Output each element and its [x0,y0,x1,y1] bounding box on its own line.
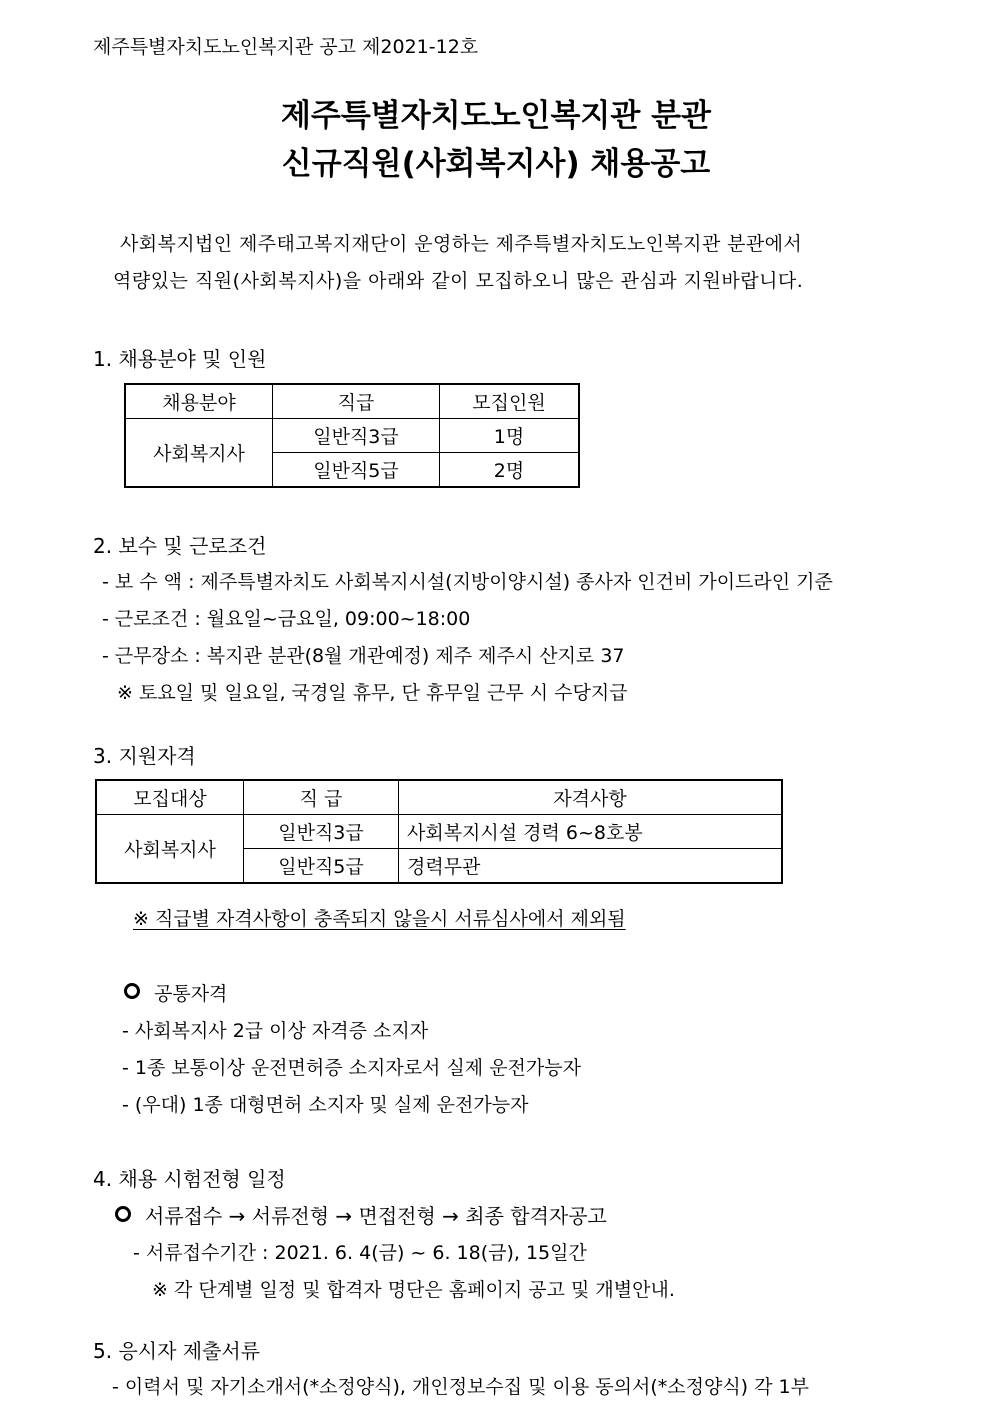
grade-cell: 일반직3급 [273,419,440,453]
schedule-note: ※ 각 단계별 일정 및 합격자 명단은 홈페이지 공고 및 개별안내. [152,1279,675,1301]
qualification-cell: 사회복지시설 경력 6~8호봉 [399,815,783,849]
count-cell: 1명 [440,419,580,453]
table-header-row [125,384,579,419]
table-row [96,815,782,849]
grade-cell: 일반직5급 [273,453,440,488]
qualification-note: ※ 직급별 자격사항이 충족되지 않을시 서류심사에서 제외됨 [133,908,626,930]
qualification-cell: 경력무관 [399,849,783,884]
header-cell: 채용분야 [125,384,273,419]
work-hours-item: - 근로조건 : 월요일~금요일, 09:00~18:00 [102,608,471,630]
header-cell: 자격사항 [399,780,783,815]
documents-item: - 이력서 및 자기소개서(*소정양식), 개인정보수집 및 이용 동의서(*소정양식) 각 1부 [112,1376,809,1398]
header-cell: 모집대상 [96,780,244,815]
section2-heading: 2. 보수 및 근로조건 [93,534,267,558]
circle-bullet-icon [115,1206,131,1222]
process-label: 서류접수 → 서류전형 → 면접전형 → 최종 합격자공고 [145,1204,607,1228]
page-title-line1: 제주특별자치도노인복지관 분관 [280,98,712,134]
common-item: - 1종 보통이상 운전면허증 소지자로서 실제 운전가능자 [122,1057,581,1079]
section3-heading: 3. 지원자격 [93,744,196,768]
salary-item: - 보 수 액 : 제주특별자치도 사회복지시설(지방이양시설) 종사자 인건비 가이드라인 기준 [102,571,833,593]
common-qualification-heading [124,979,227,1006]
circle-bullet-icon [124,983,140,999]
selection-process [115,1200,607,1229]
page-title-line2: 신규직원(사회복지사) 채용공고 [281,146,711,182]
header-cell: 직급 [273,384,440,419]
count-cell: 2명 [440,453,580,488]
section5-heading: 5. 응시자 제출서류 [93,1339,261,1363]
common-heading-label: 공통자격 [154,983,228,1005]
grade-cell: 일반직5급 [244,849,399,884]
common-item: - (우대) 1종 대형면허 소지자 및 실제 운전가능자 [122,1094,529,1116]
table-row [125,419,579,453]
header-cell: 직 급 [244,780,399,815]
header-cell: 모집인원 [440,384,580,419]
notice-number: 제주특별자치도노인복지관 공고 제2021-12호 [93,36,479,58]
intro-line2: 역량있는 직원(사회복지사)을 아래와 같이 모집하오니 많은 관심과 지원바랍니다. [113,270,804,292]
section4-heading: 4. 채용 시험전형 일정 [93,1167,286,1191]
workplace-item: - 근무장소 : 복지관 분관(8월 개관예정) 제주 제주시 산지로 37 [102,645,625,667]
holiday-note: ※ 토요일 및 일요일, 국경일 휴무, 단 휴무일 근무 시 수당지급 [117,682,628,704]
table-header-row [96,780,782,815]
target-cell: 사회복지사 [96,815,244,884]
field-cell: 사회복지사 [125,419,273,488]
section1-heading: 1. 채용분야 및 인원 [93,347,267,371]
staffing-table [124,383,580,488]
intro-line1: 사회복지법인 제주태고복지재단이 운영하는 제주특별자치도노인복지관 분관에서 [120,233,803,255]
application-period: - 서류접수기간 : 2021. 6. 4(금) ~ 6. 18(금), 15일간 [133,1242,587,1264]
common-item: - 사회복지사 2급 이상 자격증 소지자 [122,1020,429,1042]
grade-cell: 일반직3급 [244,815,399,849]
qualification-table [95,779,783,884]
